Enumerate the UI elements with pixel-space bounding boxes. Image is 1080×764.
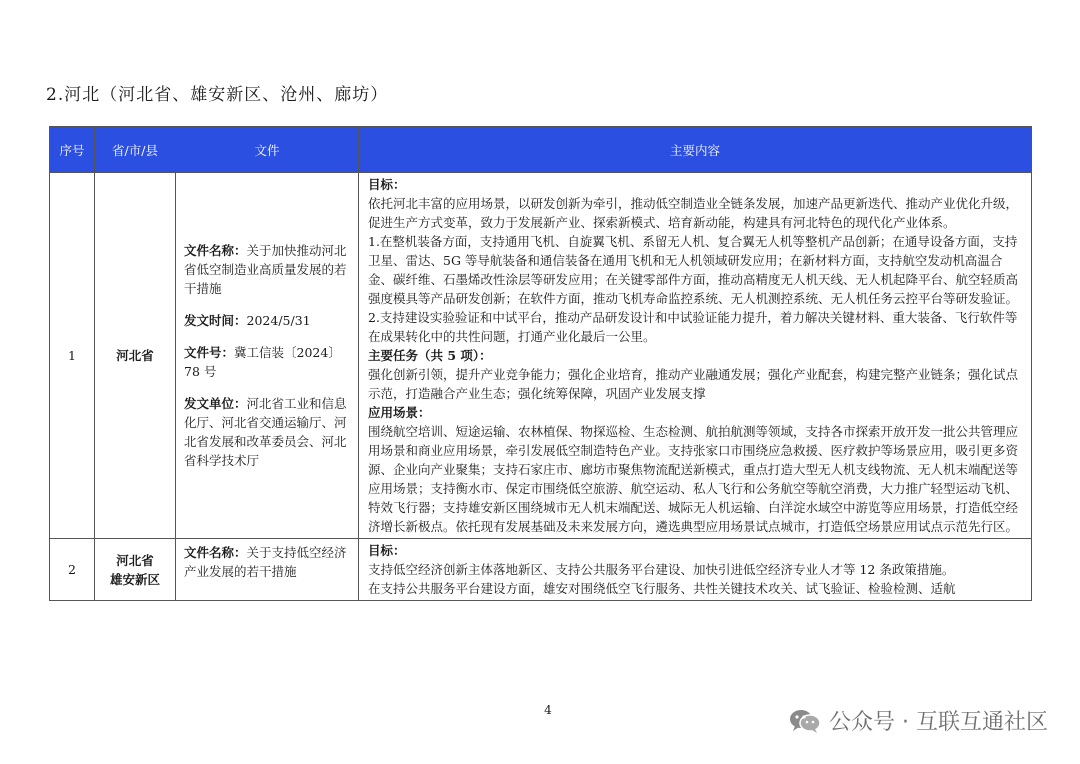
header-number: 序号 xyxy=(50,127,95,173)
doc-date-field xyxy=(184,311,350,330)
header-province: 省/市/县 xyxy=(95,127,176,173)
doc-name-label: 文件名称： xyxy=(184,243,247,258)
main-content xyxy=(359,539,1032,601)
watermark-text: 公众号 · 互联互通社区 xyxy=(829,710,1048,735)
tasks-text: 强化创新引领，提升产业竞争能力；强化企业培育，推动产业融通发展；强化产业配套，构建完整产业链条；强化试点示范，打造融合产业生态；强化统筹保障，巩固产业发展支撑 xyxy=(368,367,1019,401)
content-line-1: 支持低空经济创新主体落地新区、支持公共服务平台建设、加快引进低空经济专业人才等 12 条政策措施。 xyxy=(368,562,955,577)
tasks-heading: 主要任务（共 5 项）： xyxy=(368,348,492,363)
doc-date-label: 发文时间： xyxy=(184,313,247,328)
province-line-1: 河北省 xyxy=(116,552,154,568)
row-number: 2 xyxy=(50,539,95,601)
scenario-text: 围绕航空培训、短途运输、农林植保、物探巡检、生态检测、航拍航测等领域，支持各市探索开放开发一批公共管理应用场景和商业应用场景，牵引发展低空制造特色产业。支持张家口市围绕应急救援、医疗救护等场景应用，吸引更多资源、企业向产业聚集；支持石家庄市、廊坊市聚焦物流配送新模式，重点打造大型无人机支线物流、无人机末端配送等应用场景；支持衡水市、保定市围绕低空旅游、航空运动、私人飞行和公务航空等航空消费，大力推广轻型运动飞机、特效飞行器；支持雄安新区围绕城市无人机末端配送、城际无人机运输、白洋淀水域空中游览等应用场景，打造低空经济增长新极点。依托现有发展基础及未来发展方向，遴选典型应用场景试点城市，打造低空场景应用试点示范先行区。 xyxy=(368,424,1019,534)
doc-name-field xyxy=(184,241,350,298)
goal-item-2: 2.支持建设实验验证和中试平台，推动产品研发设计和中试验证能力提升，着力解决关键材料、重大装备、飞行软件等在成果转化中的共性问题，打通产业化最后一公里。 xyxy=(368,310,1018,344)
section-title: 2.河北（河北省、雄安新区、沧州、廊坊） xyxy=(46,85,389,105)
row-province: 河北省 xyxy=(95,173,176,539)
doc-issuer-field xyxy=(184,394,350,470)
document-info xyxy=(176,539,359,601)
document-info xyxy=(176,173,359,539)
content-line-2: 在支持公共服务平台建设方面，雄安对围绕低空飞行服务、共性关键技术攻关、试飞验证、检验检测、适航 xyxy=(368,581,956,596)
doc-name-field xyxy=(184,543,350,581)
doc-issuer-value: 河北省工业和信息化厅、河北省交通运输厅、河北省发展和改革委员会、河北省科学技术厅 xyxy=(184,396,347,468)
wechat-icon xyxy=(789,708,821,734)
goal-item-1: 1.在整机装备方面，支持通用飞机、自旋翼飞机、系留无人机、复合翼无人机等整机产品创新；在通导设备方面，支持卫星、雷达、5G 等导航装备和通信装备在通用飞机和无人机领域研发应用；在新材料方面，支持航空发动机高温合金、碳纤维、石墨烯改性涂层等研发应用；在关键零部件方面，推动高精度无人机天线、无人机起降平台、航空轻质高强度模具等产品研发创新；在软件方面，推动飞机寿命监控系统、无人机测控系统、无人机任务云控平台等研发验证。 xyxy=(368,234,1019,306)
doc-name-value: 关于支持低空经济产业发展的若干措施 xyxy=(184,545,347,579)
header-main-content: 主要内容 xyxy=(359,127,1032,173)
page-number: 4 xyxy=(544,703,552,717)
table-row xyxy=(50,173,1032,539)
table-row xyxy=(50,539,1032,601)
doc-number-field xyxy=(184,343,350,381)
doc-issuer-label: 发文单位： xyxy=(184,396,247,411)
main-content xyxy=(359,173,1032,539)
goal-heading: 目标： xyxy=(368,543,406,558)
province-line-2: 雄安新区 xyxy=(109,571,160,587)
table-header-row xyxy=(50,127,1032,173)
goal-text: 依托河北丰富的应用场景，以研发创新为牵引，推动低空制造业全链条发展，加速产品更新迭代、推动产业优化升级，促进生产方式变革，致力于发展新产业、探索新模式、培育新动能，构建具有河北特色的现代化产业体系。 xyxy=(368,196,1019,230)
row-province xyxy=(95,539,176,601)
doc-number-label: 文件号： xyxy=(184,345,235,360)
policy-table xyxy=(49,126,1032,601)
doc-name-value: 关于加快推动河北省低空制造业高质量发展的若干措施 xyxy=(184,243,347,296)
header-document: 文件 xyxy=(176,127,359,173)
doc-number-value: 冀工信装〔2024〕78 号 xyxy=(184,345,341,379)
doc-date-value: 2024/5/31 xyxy=(246,313,311,328)
doc-name-label: 文件名称： xyxy=(184,545,247,560)
goal-heading: 目标： xyxy=(368,177,406,192)
watermark xyxy=(789,705,1048,736)
scenario-heading: 应用场景： xyxy=(368,405,431,420)
row-number: 1 xyxy=(50,173,95,539)
